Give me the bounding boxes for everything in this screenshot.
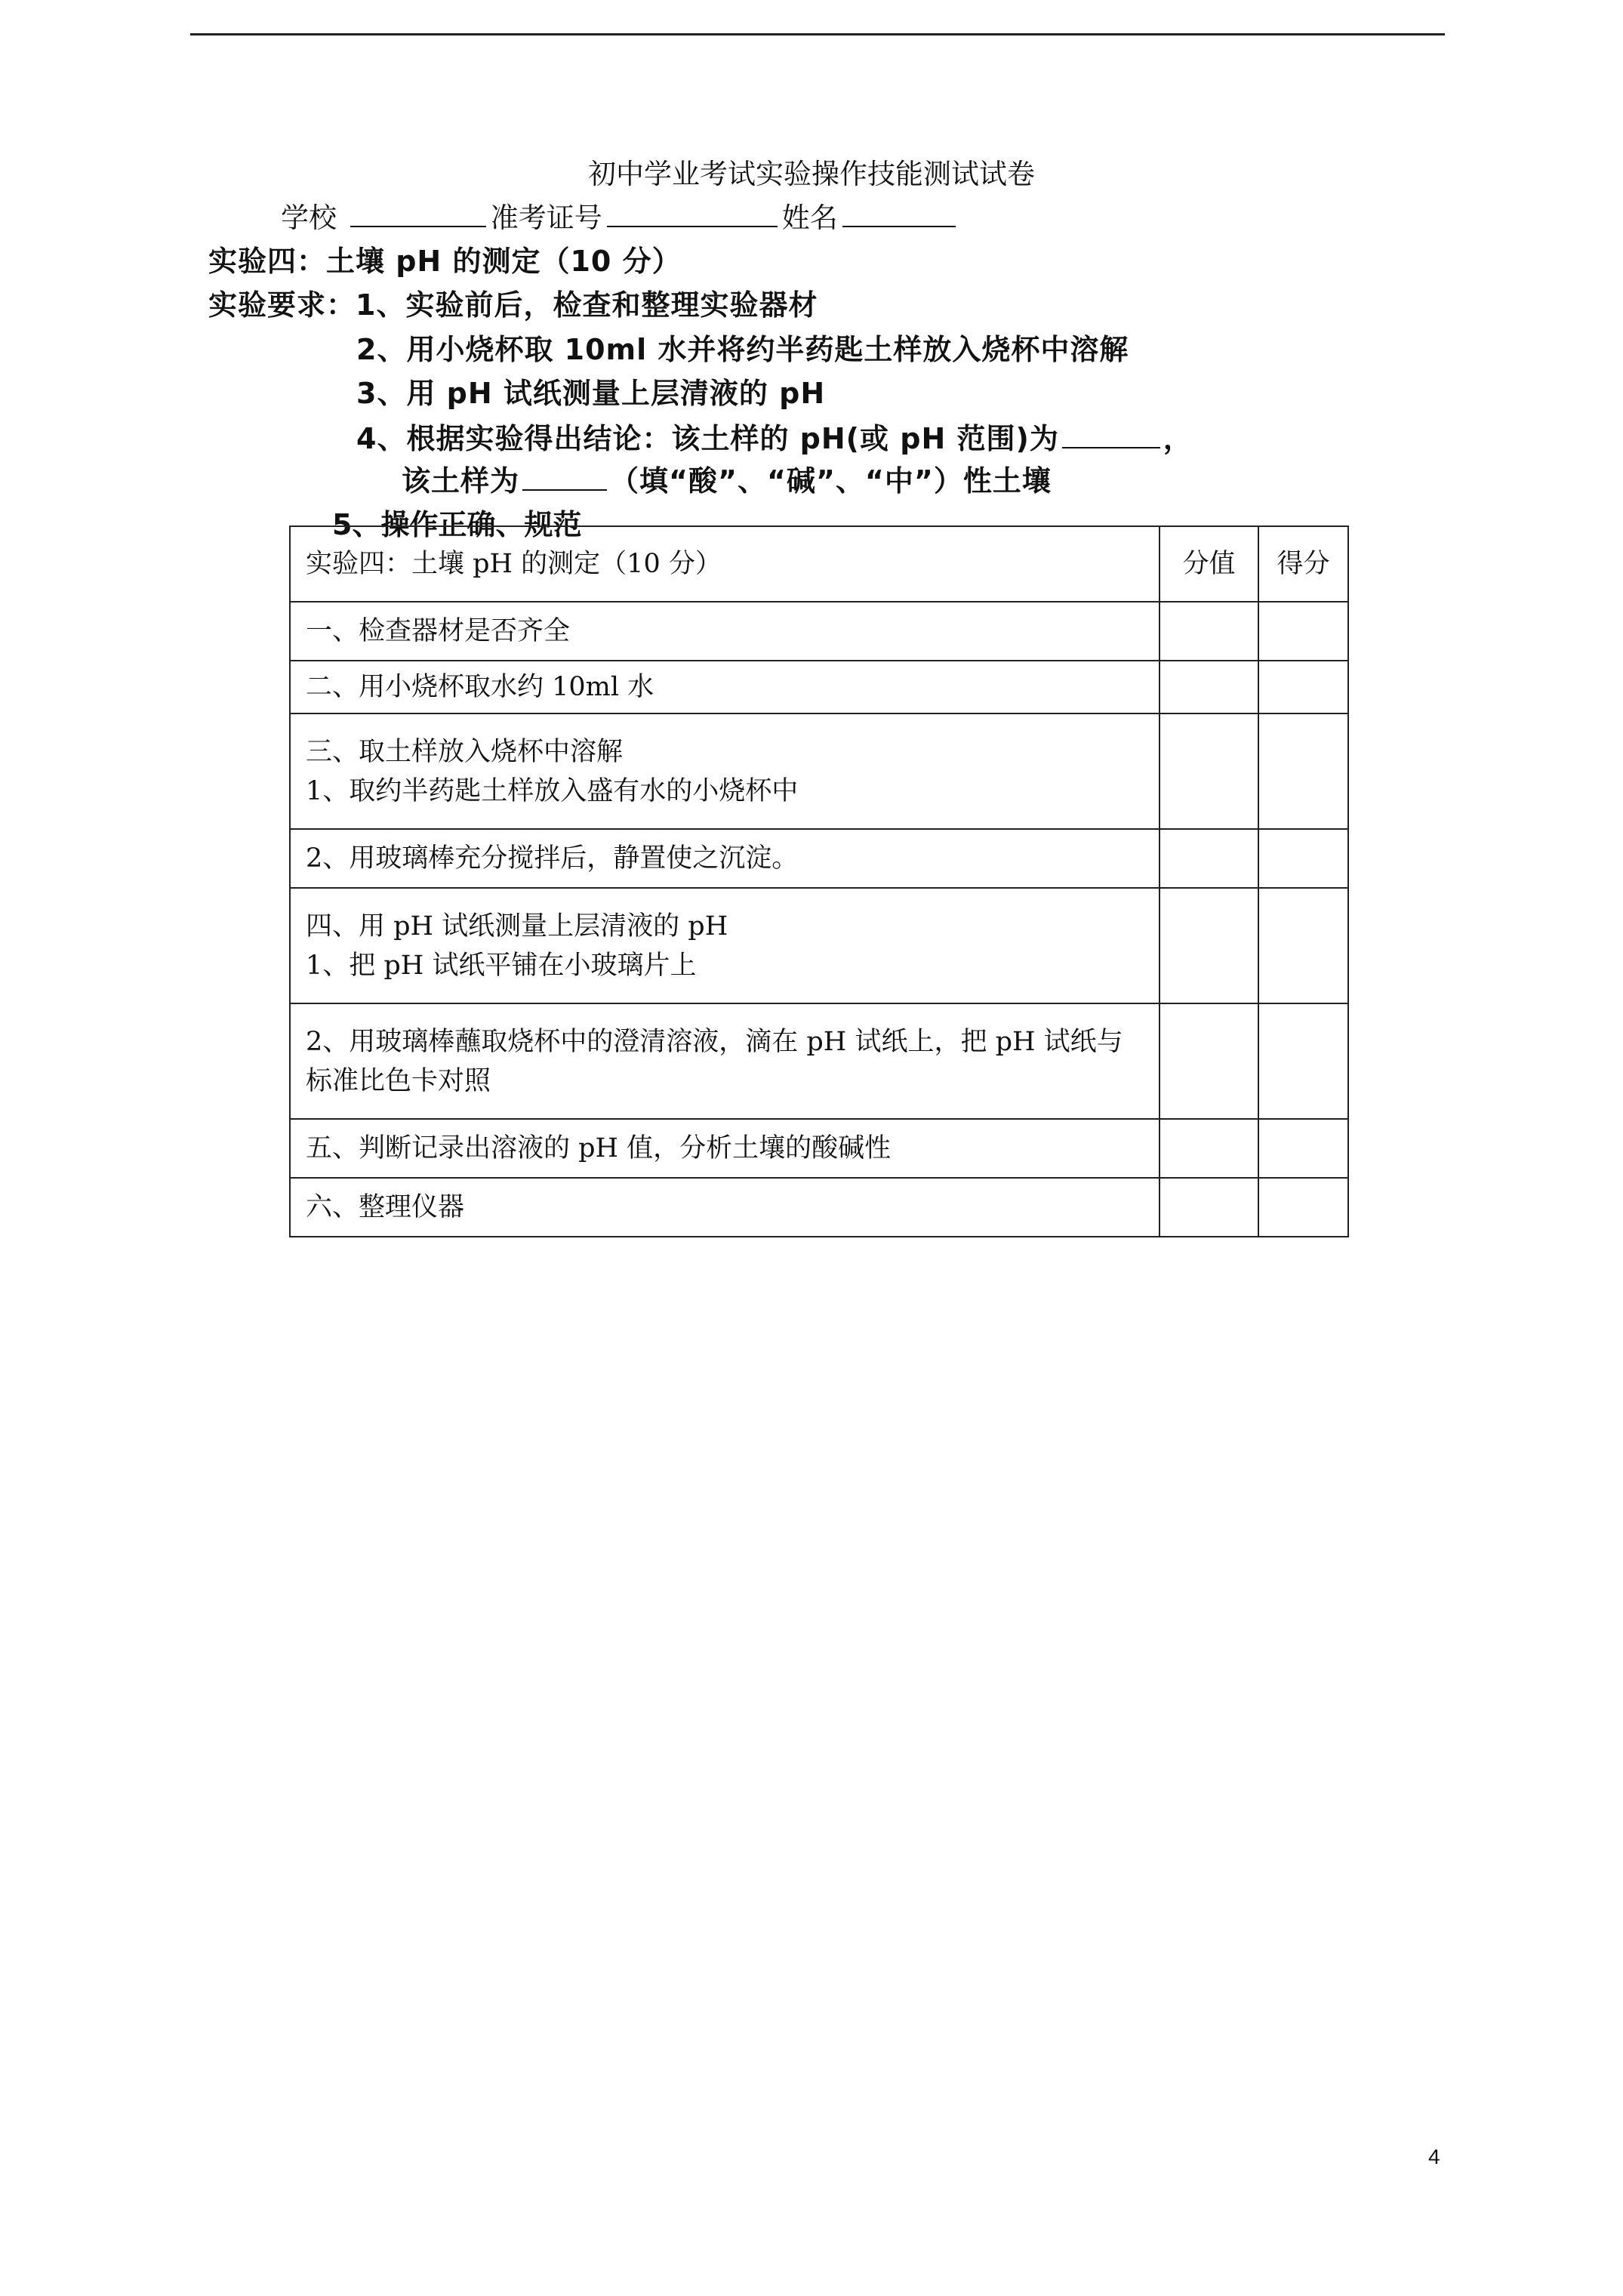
requirement-item-2: 2、用小烧杯取 10ml 水并将约半药匙土样放入烧杯中溶解 [356,333,1129,366]
table-row-item [290,1178,1160,1237]
table-row-item [290,713,1160,829]
score-value-cell [1160,713,1258,829]
table-header-title: 实验四：土壤 pH 的测定（10 分） [290,526,1160,602]
table-row-item [290,829,1160,888]
candidate-info-line [281,195,960,236]
requirement-item-5: 5、操作正确、规范 [332,508,582,541]
document-title: 初中学业考试实验操作技能测试试卷 [588,158,1035,190]
table-row-item [290,1003,1160,1119]
scoring-table [289,525,1349,1237]
score-obtained-cell[interactable] [1258,1003,1348,1119]
soil-type-hint: （填“酸”、“碱”、“中”）性土壤 [610,464,1052,498]
table-row-item-line-1: 二、用小烧杯取水约 10ml 水 [306,672,654,702]
requirements-label: 实验要求： [208,288,356,322]
score-value-cell [1160,888,1258,1003]
table-row-item [290,602,1160,661]
score-obtained-cell[interactable] [1258,1119,1348,1178]
score-obtained-cell[interactable] [1258,1178,1348,1237]
score-value-cell [1160,829,1258,888]
soil-type-blank[interactable] [522,467,607,491]
requirement-item-5-clipped [332,501,634,541]
requirement-item-4-text: 4、根据实验得出结论：该土样的 pH(或 pH 范围)为 [356,422,1059,455]
name-label: 姓名 [781,202,838,234]
exam-id-blank[interactable] [607,200,778,227]
table-row [290,602,1348,661]
requirement-item-3: 3、用 pH 试纸测量上层清液的 pH [356,377,826,410]
score-obtained-cell[interactable] [1258,602,1348,661]
requirements-line-1 [208,282,818,323]
table-row-item-line-2: 1、取约半药匙土样放入盛有水的小烧杯中 [306,775,799,806]
score-value-cell [1160,602,1258,661]
school-blank[interactable] [350,200,486,227]
experiment-heading: 实验四：土壤 pH 的测定（10 分） [208,245,682,278]
table-row-item-line-1: 2、用玻璃棒充分搅拌后，静置使之沉淀。 [306,843,799,874]
table-row-item [290,1119,1160,1178]
score-value-cell [1160,1003,1258,1119]
exam-id-label: 准考证号 [490,202,602,234]
score-obtained-cell[interactable] [1258,888,1348,1003]
table-row-item-line-1: 四、用 pH 试纸测量上层清液的 pH [306,911,728,942]
table-row-item-line-2: 1、把 pH 试纸平铺在小玻璃片上 [306,950,697,981]
table-row [290,1119,1348,1178]
table-row-item-line-1: 2、用玻璃棒蘸取烧杯中的澄清溶液，滴在 pH 试纸上，把 pH 试纸与 [306,1026,1123,1057]
name-blank[interactable] [842,200,956,227]
requirement-item-4 [356,415,1193,457]
score-value-cell [1160,661,1258,713]
score-value-cell [1160,1178,1258,1237]
table-row [290,888,1348,1003]
score-obtained-cell[interactable] [1258,829,1348,888]
table-row-item [290,888,1160,1003]
score-value-cell [1160,1119,1258,1178]
school-label: 学校 [281,202,337,234]
table-row-item-line-1: 一、检查器材是否齐全 [306,616,571,646]
table-row [290,1178,1348,1237]
requirement-item-4-tail: ， [1163,422,1193,455]
table-row-item-line-1: 六、整理仪器 [306,1192,465,1222]
table-row-item-line-1: 五、判断记录出溶液的 pH 值，分析土壤的酸碱性 [306,1133,892,1163]
requirement-item-1: 1、实验前后，检查和整理实验器材 [356,288,818,322]
table-header-row [290,526,1348,602]
score-obtained-cell[interactable] [1258,713,1348,829]
score-obtained-cell[interactable] [1258,661,1348,713]
table-row-item-line-1: 三、取土样放入烧杯中溶解 [306,736,624,767]
page-number: 4 [1428,2145,1440,2168]
soil-type-label: 该土样为 [402,464,520,498]
ph-range-blank[interactable] [1062,424,1160,448]
table-row [290,829,1348,888]
table-row-item [290,661,1160,713]
table-row [290,661,1348,713]
table-header-score-obtained: 得分 [1258,526,1348,602]
table-row [290,1003,1348,1119]
header-rule [190,33,1445,35]
requirement-item-4-line-2 [402,458,1052,499]
table-row [290,713,1348,829]
table-row-item-line-2: 标准比色卡对照 [306,1065,491,1096]
table-header-score-value: 分值 [1160,526,1258,602]
